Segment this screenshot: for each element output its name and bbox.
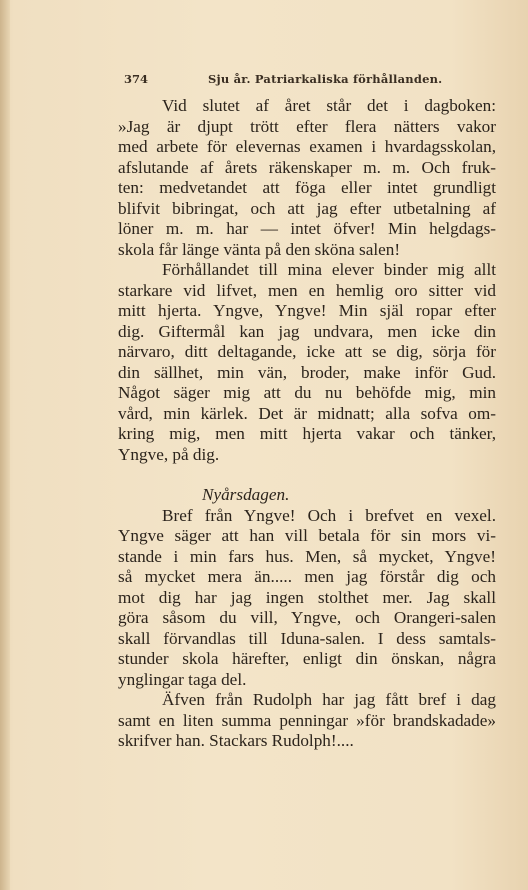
text-line: löner m. m. har — intet öfver! Min helgdags- (118, 219, 496, 238)
text-line: mitt hjerta. Yngve, Yngve! Min själ ropar efter (118, 301, 496, 320)
body-text (118, 96, 496, 752)
text-line: »Jag är djupt trött efter flera nätters vakor (118, 116, 496, 136)
text-line: ynglingar taga del. (118, 669, 247, 689)
text-line: med arbete för elevernas examen i hvardagsskolan, (118, 137, 496, 156)
text-line: din sällhet, min vän, broder, make inför Gud. (118, 362, 496, 382)
text-line: blifvit bibringat, och att jag efter utbetalning af (118, 198, 496, 218)
text-line: skola får länge vänta på den sköna salen! (118, 239, 401, 259)
text-line: Vid slutet af året står det i dagboken: (162, 96, 496, 115)
text-line: skrifver han. Stackars Rudolph!.... (118, 731, 354, 750)
text-line: Yngve, på dig. (118, 444, 220, 464)
text-line: Äfven från Rudolph har jag fått bref i dag (162, 690, 496, 709)
text-line: så mycket mera än..... men jag förstår dig och (118, 567, 496, 586)
paragraph (118, 96, 496, 260)
text-line: Något säger mig att du nu behöfde mig, min (118, 383, 496, 402)
text-line: Bref från Yngve! Och i brefvet en vexel. (162, 505, 496, 525)
page-header (124, 72, 504, 90)
paragraph (118, 690, 496, 752)
text-line: skall förvandlas till Iduna-salen. I dess samtals- (118, 628, 496, 648)
text-line: ten: medvetandet att föga eller intet grundligt (118, 178, 496, 197)
text-line: dig. Giftermål kan jag undvara, men icke din (118, 321, 496, 341)
text-line: Förhållandet till mina elever binder mig allt (162, 260, 496, 279)
text-line: stunder skola härefter, enligt din önskan, några (118, 649, 496, 668)
section-heading: Nyårsdagen. (202, 485, 290, 504)
text-line: samt en liten summa penningar »för brandskadade» (118, 710, 496, 730)
text-line: stande i min fars hus. Men, så mycket, Yngve! (118, 546, 496, 566)
text-line: mot dig har jag ingen stolthet mer. Jag skall (118, 587, 496, 607)
text-line: starkare vid lifvet, men en hemlig oro sitter vid (118, 280, 496, 300)
paragraph (118, 260, 496, 465)
running-head: Sju år. Patriarkaliska förhållanden. (208, 72, 443, 86)
text-line: kring mig, men mitt hjerta vakar och tänker, (118, 424, 496, 443)
text-line: afslutande af årets räkenskaper m. m. Och fruk- (118, 157, 496, 177)
paragraph (118, 506, 496, 691)
text-line: Yngve säger att han vill betala för sin mors vi- (118, 526, 496, 545)
page-gutter (0, 0, 10, 890)
text-line: närvaro, ditt deltagande, icke att se dig, sörja för (118, 342, 496, 361)
text-line: vård, min kärlek. Det är midnatt; alla sofva om- (118, 403, 496, 423)
page-number: 374 (124, 72, 149, 86)
text-line: göra såsom du vill, Yngve, och Orangeri-salen (118, 608, 496, 627)
